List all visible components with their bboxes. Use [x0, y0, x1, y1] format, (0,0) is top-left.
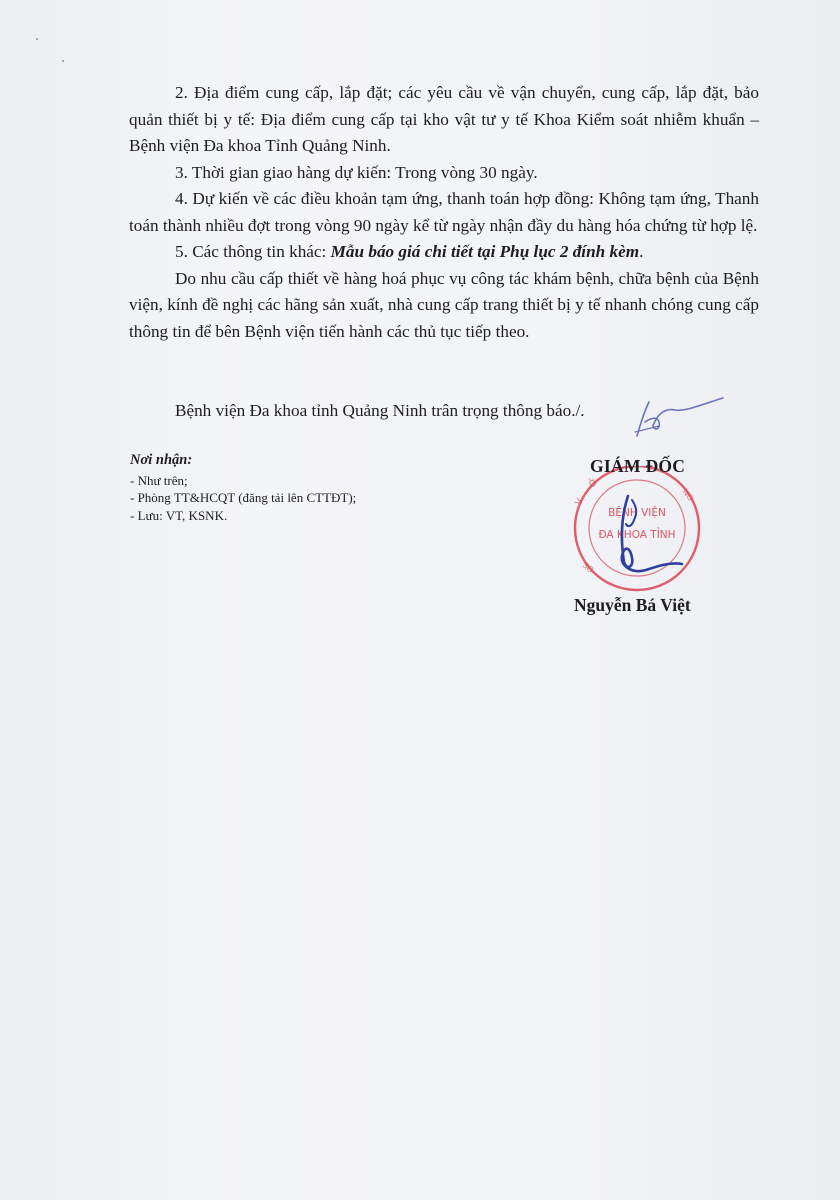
signer-name: Nguyễn Bá Việt [574, 595, 691, 615]
recipients-block [130, 452, 356, 524]
signer-title: GIÁM ĐỐC [590, 456, 686, 476]
svg-text:ĐA KHOA TỈNH: ĐA KHOA TỈNH [598, 529, 676, 541]
item-5-emphasis: Mẫu báo giá chi tiết tại Phụ lục 2 đính kèm [330, 242, 640, 261]
closing-line: Bệnh viện Đa khoa tỉnh Quảng Ninh trân trọng thông báo./. [175, 401, 585, 420]
svg-text:SO: SO [580, 560, 596, 575]
request-paragraph: Do nhu cầu cấp thiết về hàng hoá phục vụ công tác khám bệnh, chữa bệnh của Bệnh viện, kính đề nghị các hãng sản xuất, nhà cung cấp trang thiết bị y tế nhanh chóng cung cấp thông tin để bên Bệnh viện tiến hành các thủ tục tiếp theo. [129, 268, 759, 341]
official-stamp [562, 466, 708, 598]
scan-speck [62, 60, 64, 62]
recipient-item: - Như trên; [130, 472, 188, 488]
item-5-prefix: 5. Các thông tin khác: [175, 242, 331, 261]
scan-speck [36, 38, 38, 40]
recipient-item: - Lưu: VT, KSNK. [130, 507, 228, 523]
item-5-other-info [129, 239, 759, 266]
recipients-heading: Nơi nhận: [130, 452, 193, 468]
recipient-item: - Phòng TT&HCQT (đăng tải lên CTTĐT); [130, 490, 357, 505]
initials-signature [615, 392, 725, 442]
document-body [129, 80, 759, 345]
svg-text:V: V [573, 497, 586, 508]
svg-text:Ở: Ở [587, 477, 601, 491]
item-3-delivery-time: 3. Thời gian giao hàng dự kiến: Trong vòng 30 ngày. [175, 162, 538, 182]
item-2-delivery-location: 2. Địa điểm cung cấp, lắp đặt; các yêu cầu về vận chuyển, cung cấp, lắp đặt, bảo quản thiết bị y tế: Địa điểm cung cấp tại kho vật tư y tế Khoa Kiểm soát nhiễm khuẩn – Bệnh viện Đa khoa Tỉnh Quảng Ninh. [129, 83, 759, 155]
item-4-payment-terms: 4. Dự kiến về các điều khoản tạm ứng, thanh toán hợp đồng: Không tạm ứng, Thanh toán thành nhiều đợt trong vòng 90 ngày kể từ ngày nhận đầy du hàng hóa chứng từ hợp lệ. [129, 189, 759, 235]
svg-text:NG: NG [680, 487, 696, 503]
svg-text:BỆNH VIỆN: BỆNH VIỆN [608, 507, 666, 519]
item-5-suffix: . [639, 242, 644, 261]
